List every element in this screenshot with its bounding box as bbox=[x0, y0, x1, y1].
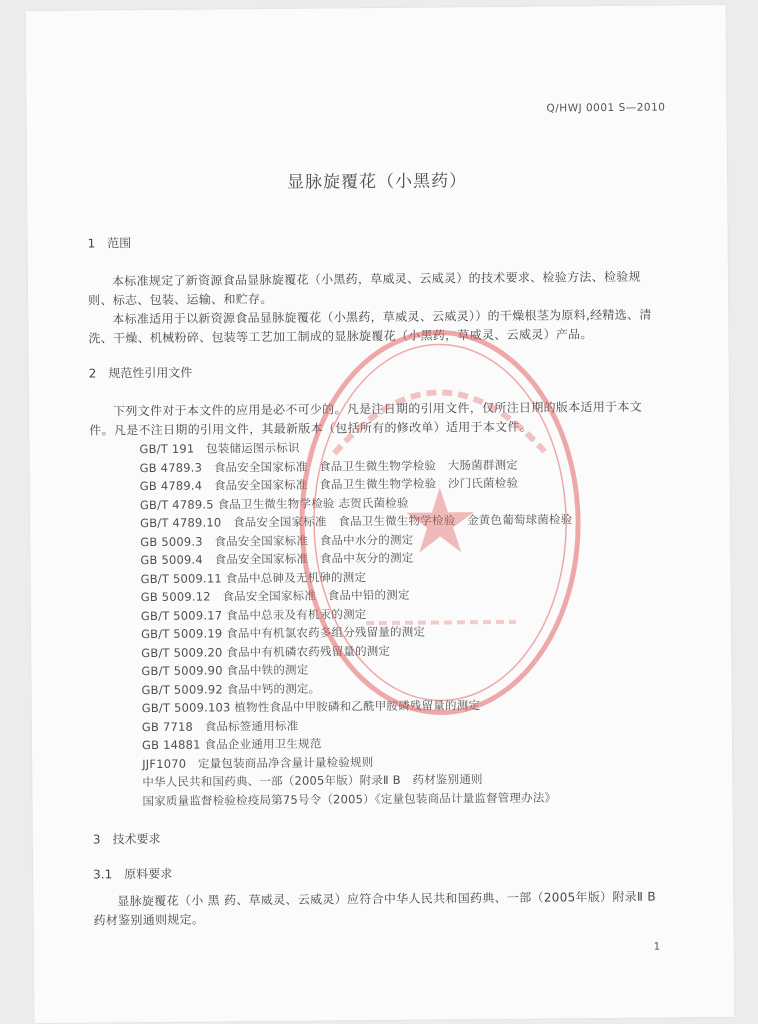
document-page bbox=[26, 5, 735, 1023]
reference-item: GB 4789.3 食品安全国家标准 食品卫生微生物学检验 大肠菌群测定 bbox=[139, 457, 519, 475]
reference-item: 中华人民共和国药典、一部（2005年版）附录Ⅱ B 药材鉴别通则 bbox=[142, 772, 483, 790]
reference-item: GB/T 5009.90 食品中铁的测定 bbox=[141, 662, 309, 679]
reference-item: GB/T 5009.92 食品中钙的测定。 bbox=[141, 681, 321, 697]
reference-item: GB/T 4789.5 食品卫生微生物学检验 志贺氏菌检验 bbox=[139, 495, 409, 512]
document-title: 显脉旋覆花（小黑药） bbox=[287, 171, 468, 193]
document-code: Q/HWJ 0001 S—2010 bbox=[546, 101, 666, 115]
section-2-heading: 2 规范性引用文件 bbox=[88, 365, 193, 381]
reference-item: GB 7718 食品标签通用标准 bbox=[141, 718, 299, 734]
reference-item: JJF1070 定量包装商品净含量计量检验规则 bbox=[142, 754, 374, 771]
reference-item: GB/T 5009.11 食品中总砷及无机砷的测定 bbox=[140, 569, 367, 586]
reference-item: 国家质量监督检验检疫局第75号令（2005）《定量包装商品计量监督管理办法》 bbox=[142, 789, 557, 808]
reference-item: GB 14881 食品企业通用卫生规范 bbox=[141, 736, 322, 753]
reference-item: GB/T 5009.103 植物性食品中甲胺磷和乙酰甲胺磷残留量的测定 bbox=[141, 698, 481, 716]
reference-item: GB/T 191 包装储运图示标识 bbox=[139, 440, 300, 457]
reference-item: GB 4789.4 食品安全国家标准 食品卫生微生物学检验 沙门氏菌检验 bbox=[139, 475, 519, 494]
section-3-1-paragraph-1: 显脉旋覆花（小 黑 药、草威灵、云威灵）应符合中华人民共和国药典、一部（2005年版）附录Ⅱ B 药材鉴别通则规定。 bbox=[93, 889, 669, 928]
reference-item: GB 5009.3 食品安全国家标准 食品中水分的测定 bbox=[140, 532, 414, 549]
reference-item: GB 5009.12 食品安全国家标准 食品中铅的测定 bbox=[140, 587, 410, 605]
reference-item: GB/T 4789.10 食品安全国家标准 食品卫生微生物学检验 金黄色葡萄球菌检验 bbox=[140, 512, 573, 531]
section-2-paragraph-1: 下列文件对于本文件的应用是必不可少的。凡是注日期的引用文件，仅所注日期的版本适用于本文件。凡是不注日期的引用文件，其最新版本（包括所有的修改单）适用于本文件。 bbox=[89, 399, 643, 438]
section-1-heading: 1 范围 bbox=[87, 236, 132, 251]
reference-item: GB/T 5009.20 食品中有机磷农药残留量的测定 bbox=[141, 643, 391, 660]
reference-item: GB/T 5009.19 食品中有机氯农药多组分残留量的测定 bbox=[140, 624, 426, 642]
section-3-1-heading: 3.1 原料要求 bbox=[93, 866, 173, 882]
reference-item: GB/T 5009.17 食品中总汞及有机汞的测定 bbox=[140, 606, 367, 623]
page-number: 1 bbox=[653, 941, 661, 953]
reference-item: GB 5009.4 食品安全国家标准 食品中灰分的测定 bbox=[140, 550, 414, 568]
section-1-paragraph-1: 本标准规定了新资源食品显脉旋覆花（小黑药，草威灵、云威灵）的技术要求、检验方法、检验规则、标志、包装、运输、和贮存。 bbox=[88, 269, 641, 308]
section-3-heading: 3 技术要求 bbox=[92, 831, 161, 847]
section-1-paragraph-2: 本标准适用于以新资源食品显脉旋覆花（小黑药，草威灵、云威灵））的干燥根茎为原料,经精选、清洗、干燥、机械粉碎、包装等工艺加工制成的显脉旋覆花（小黑药，草威灵、云威灵）产品。 bbox=[88, 307, 652, 346]
